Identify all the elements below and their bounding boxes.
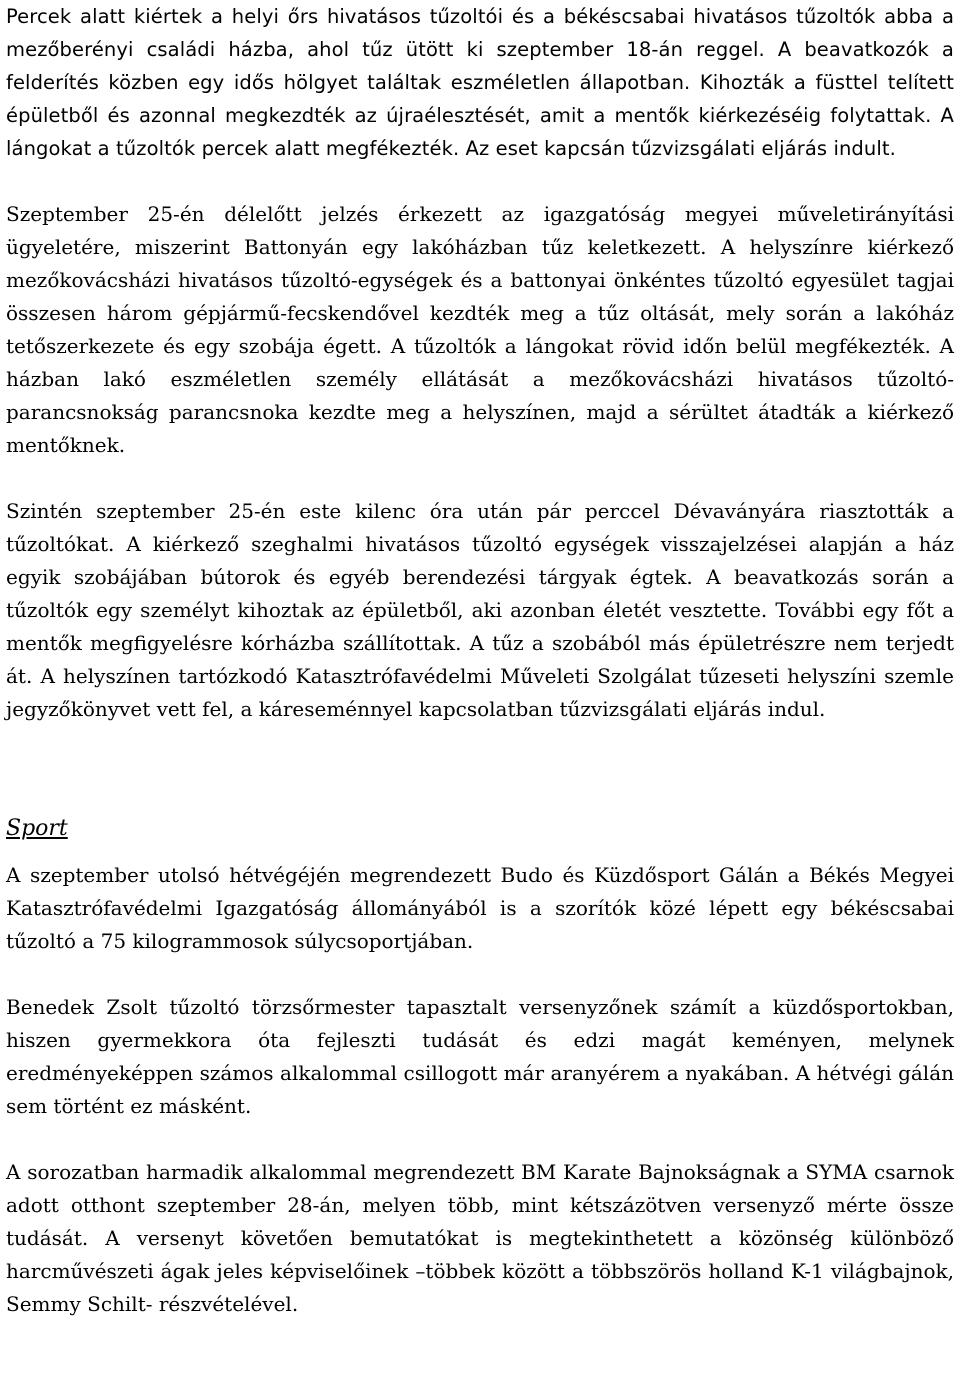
paragraph-gap: [6, 958, 954, 991]
paragraph-gap: [6, 462, 954, 495]
section-gap: [6, 726, 954, 812]
paragraph-gap: [6, 1123, 954, 1156]
paragraph-devavanya-fire: Szintén szeptember 25-én este kilenc óra után pár perccel Dévaványára riasztották a tűzoltókat. A kiérkező szeghalmi hivatásos tűzoltó egységek visszajelzései alapján a ház egyik szobájában bútorok és egyéb berendezési tárgyak égtek. A beavatkozás során a tűzoltók egy személyt kihoztak az épületből, aki azonban életét vesztette. További egy főt a mentők megfigyelésre kórházba szállítottak. A tűz a szobából más épületrészre nem terjedt át. A helyszínen tartózkodó Katasztrófavédelmi Műveleti Szolgálat tűzeseti helyszíni szemle jegyzőkönyvet vett fel, a káreseménnyel kapcsolatban tűzvizsgálati eljárás indul.: [6, 499, 954, 721]
paragraph-gap: [6, 165, 954, 198]
document-page: [6, 0, 954, 1321]
sport-heading: Sport: [6, 816, 68, 841]
paragraph-mezobereny-fire: Percek alatt kiértek a helyi őrs hivatásos tűzoltói és a békéscsabai hivatásos tűzoltók abba a mezőberényi családi házba, ahol tűz ütött ki szeptember 18-án reggel. A beavatkozók a felderítés közben egy idős hölgyet találtak eszméletlen állapotban. Kihozták a füsttel telített épületből és azonnal megkezdték az újraélesztését, amit a mentők kiérkezéséig folytattak. A lángokat a tűzoltók percek alatt megfékezték. Az eset kapcsán tűzvizsgálati eljárás indult.: [6, 5, 954, 160]
heading-gap: [6, 845, 954, 859]
paragraph-benedek-zsolt: Benedek Zsolt tűzoltó törzsőrmester tapasztalt versenyzőnek számít a küzdősportokban, hiszen gyermekkora óta fejleszti tudását és edzi magát keményen, melynek eredményeképpen számos alkalommal csillogott már aranyérem a nyakában. A hétvégi gálán sem történt ez másként.: [6, 995, 954, 1118]
paragraph-battonya-fire: Szeptember 25-én délelőtt jelzés érkezett az igazgatóság megyei műveletirányítási ügyeletére, miszerint Battonyán egy lakóházban tűz keletkezett. A helyszínre kiérkező mezőkovácsházi hivatásos tűzoltó-egységek és a battonyai önkéntes tűzoltó egyesület tagjai összesen három gépjármű-fecskendővel kezdték meg a tűz oltását, mely során a lakóház tetőszerkezete és egy szobája égett. A tűzoltók a lángokat rövid időn belül megfékezték. A házban lakó eszméletlen személy ellátását a mezőkovácsházi hivatásos tűzoltó-parancsnokság parancsnoka kezdte meg a helyszínen, majd a sérültet átadták a kiérkező mentőknek.: [6, 202, 954, 457]
paragraph-bm-karate: A sorozatban harmadik alkalommal megrendezett BM Karate Bajnokságnak a SYMA csarnok adott otthont szeptember 28-án, melyen több, mint kétszázötven versenyző mérte össze tudását. A versenyt követően bemutatókat is megtekinthetett a közönség különböző harcművészeti ágak jeles képviselőinek –többek között a többszörös holland K-1 világbajnok, Semmy Schilt- részvételével.: [6, 1160, 954, 1316]
paragraph-budo-gala: A szeptember utolsó hétvégéjén megrendezett Budo és Küzdősport Gálán a Békés Megyei Katasztrófavédelmi Igazgatóság állományából is a szorítók közé lépett egy békéscsabai tűzoltó a 75 kilogrammosok súlycsoportjában.: [6, 863, 954, 953]
